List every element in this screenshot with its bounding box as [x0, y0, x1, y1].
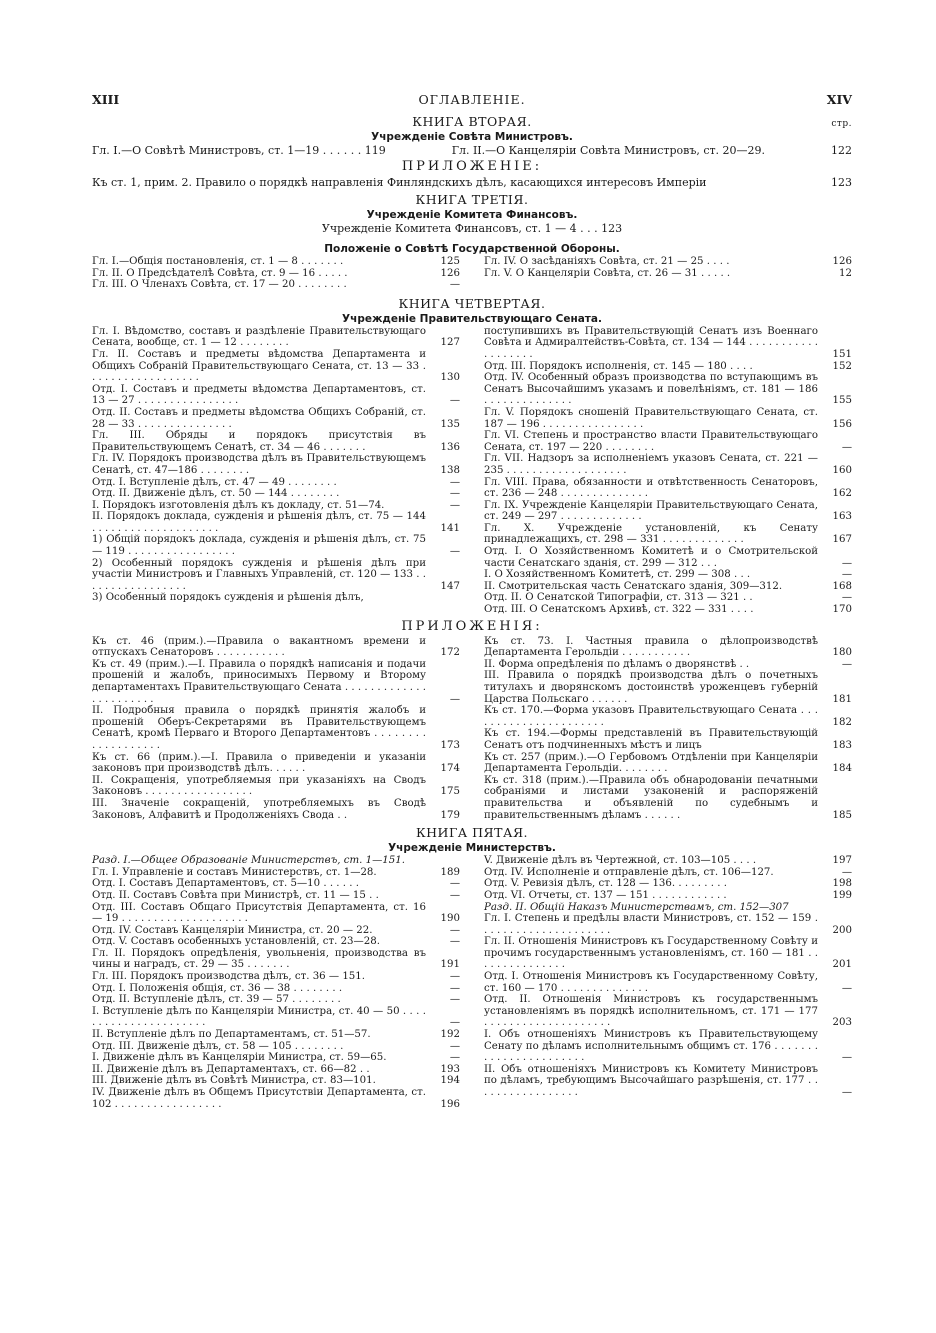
- toc-entry-title: Къ ст. 318 (прим.).—Правила объ обнародованіи печатными собраніями и листами узаконеній и распоряженій правительства и объявленій по судебнымъ и правительственнымъ дѣламъ . . . . . .: [484, 774, 818, 821]
- toc-entry-title: Отд. III. Движеніе дѣлъ, ст. 58 — 105 . . . . . . . .: [92, 1040, 344, 1052]
- toc-entry-page: 199: [832, 889, 852, 901]
- toc-entry: [92, 488, 460, 500]
- appendix-heading: ПРИЛОЖЕНІЯ:: [401, 618, 543, 634]
- toc-entry-title: Гл. III. О Членахъ Совѣта, ст. 17 — 20 . . . . . . . .: [92, 279, 347, 291]
- toc-entry-page: —: [449, 982, 460, 994]
- toc-entry: [484, 523, 852, 546]
- toc-entry-title: Гл. X. Учрежденіе установленій, къ Сенату принадлежащихъ, ст. 298 — 331 . . . . . . . . . . . . .: [484, 522, 818, 546]
- toc-entry-page: —: [449, 878, 460, 890]
- toc-entry-title: Гл. V. О Канцеляріи Совѣта, ст. 26 — 31 . . . . .: [484, 267, 731, 279]
- toc-entry: [92, 326, 460, 349]
- toc-entry-title: II. Вступленіе дѣлъ по Департаментамъ, ст. 51—57.: [92, 1029, 371, 1041]
- toc-entry-title: Отд. II. Отношенія Министровъ къ государственнымъ установленіямъ въ порядкѣ исполнительномъ, ст. 171 — 177 . . . . . . . . . . . . . . . . . . . .: [484, 994, 818, 1029]
- toc-entry-page: —: [449, 693, 460, 705]
- toc-entry-title: Къ ст. 194.—Формы представленій въ Правительствующій Сенатъ отъ подчиненныхъ мѣстъ и лицъ: [484, 728, 818, 751]
- toc-entry: [92, 453, 460, 476]
- page-number-left: XIII: [92, 92, 120, 107]
- toc-entry-page: 196: [440, 1098, 460, 1110]
- toc-entry-page: —: [841, 569, 852, 581]
- toc-entry-page: 170: [832, 604, 852, 616]
- toc-entry-page: 12: [839, 267, 852, 279]
- toc-entry: [484, 670, 852, 705]
- toc-entry: [92, 268, 460, 280]
- toc-entry: [92, 384, 460, 407]
- toc-entry: [92, 636, 460, 659]
- toc-two-column: [92, 326, 852, 616]
- toc-entry-page: 135: [440, 418, 460, 430]
- section-heading: Учрежденіе Министерствъ.: [388, 842, 556, 855]
- toc-entry-title: Отд. I. Составъ Департаментовъ, ст. 5—10 . . . . . .: [92, 878, 359, 890]
- toc-entry-page: 162: [832, 488, 852, 500]
- toc-entry: [484, 592, 852, 604]
- toc-entry-title: Отд. V. Составъ особенныхъ установленій, ст. 23—28.: [92, 936, 380, 948]
- toc-entry-page: 184: [832, 763, 852, 775]
- section-heading: Учрежденіе Комитета Финансовъ.: [366, 209, 578, 221]
- toc-entry-page: 201: [832, 959, 852, 971]
- toc-entry-title: Гл. I.—Общія постановленія, ст. 1 — 8 . . . . . . .: [92, 256, 344, 267]
- toc-entry: [92, 1029, 460, 1041]
- appendix-heading: ПРИЛОЖЕНІЕ:: [401, 159, 543, 174]
- toc-entry-page: 125: [440, 256, 460, 267]
- toc-entry-page: 138: [440, 464, 460, 476]
- toc-entry-page: —: [449, 546, 460, 558]
- toc-entry: [92, 890, 460, 902]
- toc-entry-title: III. Движеніе дѣлъ въ Совѣтѣ Министра, ст. 83—101.: [92, 1075, 376, 1087]
- toc-entry-page: 130: [440, 372, 460, 384]
- toc-entry: [484, 453, 852, 476]
- toc-entry: [484, 728, 852, 751]
- toc-entry-title: III. Правила о порядкѣ производства дѣлъ о почетныхъ титулахъ и дворянскомъ достоинствѣ уроженцевъ губерній Царства Польскаго . . . . . .: [484, 670, 818, 705]
- toc-entry: [92, 971, 460, 983]
- toc-entry: [484, 256, 852, 268]
- toc-entry: [92, 349, 460, 384]
- toc-entry-page: 173: [440, 739, 460, 751]
- toc-entry-title: Гл. VIII. Права, обязанности и отвѣтственность Сенаторовъ, ст. 236 — 248 . . . . . . . . . . . . . .: [484, 476, 818, 500]
- toc-entry-title: Отд. I. Положенія общія, ст. 36 — 38 . . . . . . . .: [92, 982, 343, 994]
- toc-right-column: [484, 326, 852, 616]
- toc-entry-page: 189: [440, 866, 460, 878]
- toc-entry-page: —: [841, 866, 852, 878]
- toc-entry-title: Гл. I. Степень и предѣлы власти Министровъ, ст. 152 — 159 . . . . . . . . . . . . . . . . . . . . .: [484, 913, 818, 936]
- toc-entry-title: Гл. IX. Учрежденіе Канцеляріи Правительствующаго Сената, ст. 249 — 297 . . . . . . . . . . . . .: [484, 499, 818, 523]
- toc-row: [92, 256, 852, 268]
- toc-entry-title: II. Смотрительская часть Сенатскаго зданія, 309—312.: [484, 580, 783, 592]
- toc-entry: [484, 430, 852, 453]
- toc-entry-title: Гл. II. Отношенія Министровъ къ Государственному Совѣту и прочимъ государственнымъ установленіямъ, ст. 160 — 181 . . . . . . . . . . . . . . .: [484, 936, 818, 971]
- toc-entry-page: —: [449, 476, 460, 488]
- toc-entry-page: —: [449, 395, 460, 407]
- toc-entry-page: 172: [440, 647, 460, 659]
- toc-entry-title: Гл. IV. О засѣданіяхъ Совѣта, ст. 21 — 25 . . . .: [484, 256, 730, 267]
- toc-entry: [92, 1006, 460, 1029]
- toc-entry: [92, 798, 460, 821]
- toc-entry-title: Отд. I. Вступленіе дѣлъ, ст. 47 — 49 . . . . . . . .: [92, 476, 337, 488]
- toc-entry-page: 155: [832, 395, 852, 407]
- toc-line: Учрежденіе Комитета Финансовъ, ст. 1 — 4 . . . 123: [321, 222, 623, 235]
- toc-entry-page: —: [841, 557, 852, 569]
- toc-entry: [484, 636, 852, 659]
- toc-entry-title: 3) Особенный порядокъ сужденія и рѣшенія дѣлъ,: [92, 592, 364, 604]
- toc-entry-page: 167: [832, 534, 852, 546]
- toc-entry-title: Отд. II. Составъ Совѣта при Министрѣ, ст. 11 — 15 . .: [92, 889, 379, 901]
- toc-entry: [92, 511, 460, 534]
- toc-entry-title: II. Форма опредѣленія по дѣламъ о дворянствѣ . .: [484, 658, 750, 670]
- toc-entry: [92, 407, 460, 430]
- toc-entry: [484, 867, 852, 879]
- toc-entry-title: Отд. II. Составъ и предметы вѣдомства Общихъ Собраній, ст. 28 — 33 . . . . . . . . . . . . . . .: [92, 406, 426, 430]
- toc-entry-page: 136: [440, 441, 460, 453]
- toc-entry-title: II. Сокращенія, употребляемыя при указаніяхъ на Сводъ Законовъ . . . . . . . . . . . . . . . . .: [92, 774, 426, 798]
- page-title: ОГЛАВЛЕНІЕ.: [418, 92, 526, 107]
- toc-entry: [92, 983, 460, 995]
- toc-entry-page: —: [841, 982, 852, 994]
- toc-entry-page: —: [449, 1052, 460, 1064]
- toc-entry: [484, 1029, 852, 1064]
- toc-entry-page: 160: [832, 464, 852, 476]
- section-heading: Учрежденіе Совѣта Министровъ.: [371, 131, 573, 143]
- toc-entry-page: —: [449, 889, 460, 901]
- toc-entry-page: 192: [440, 1029, 460, 1041]
- page-column-label: стр.: [831, 119, 852, 129]
- toc-entry-title: 1) Общій порядокъ доклада, сужденія и рѣшенія дѣлъ, ст. 75 — 119 . . . . . . . . . . . . . . . . .: [92, 534, 426, 558]
- toc-entry-title: Отд. I. Составъ и предметы вѣдомства Департаментовъ, ст. 13 — 27 . . . . . . . . . . . . . . . .: [92, 383, 426, 407]
- toc-right-column: [484, 855, 852, 1110]
- toc-entry-title: Отд. II. Движеніе дѣлъ, ст. 50 — 144 . . . . . . . .: [92, 488, 340, 500]
- toc-entry-title: Къ ст. 170.—Форма указовъ Правительствующаго Сената . . . . . . . . . . . . . . . . . . . . . .: [484, 705, 818, 728]
- toc-entry: [484, 775, 852, 821]
- toc-entry-page: 127: [440, 337, 460, 349]
- toc-entry-title: V. Движеніе дѣлъ въ Чертежной, ст. 103—105 . . . .: [484, 855, 757, 867]
- toc-entry-title: Гл. I. Управленіе и составъ Министерствъ, ст. 1—28.: [92, 866, 377, 878]
- toc-entry-title: Къ ст. 66 (прим.).—I. Правила о приведеніи и указаніи законовъ при производствѣ дѣлъ. . . . . .: [92, 751, 426, 775]
- toc-entry: [484, 855, 852, 867]
- toc-entry: [484, 705, 852, 728]
- toc-entry: [92, 994, 460, 1006]
- toc-entry-title: Отд. III. О Сенатскомъ Архивѣ, ст. 322 — 331 . . . .: [484, 604, 754, 616]
- toc-entry-title: Къ ст. 73. I. Частныя правила о дѣлопроизводствѣ Департамента Герольдіи . . . . . . . . . . .: [484, 635, 818, 659]
- toc-entry: [484, 902, 852, 914]
- toc-entry: [484, 569, 852, 581]
- toc-entry-title: II. Движеніе дѣлъ въ Департаментахъ, ст. 66—82 . .: [92, 1063, 370, 1075]
- toc-entry-title: II. Порядокъ доклада, сужденія и рѣшенія дѣлъ, ст. 75 — 144 . . . . . . . . . . . . . . . . . . . .: [92, 511, 426, 534]
- toc-entry-title: Отд. III. Порядокъ исполненія, ст. 145 — 180 . . . .: [484, 360, 753, 372]
- toc-entry-page: —: [449, 1017, 460, 1029]
- toc-entry-title: IV. Движеніе дѣлъ въ Общемъ Присутствіи Департамента, ст. 102 . . . . . . . . . . . . . . . . .: [92, 1087, 426, 1110]
- book-title: КНИГА ТРЕТІЯ.: [415, 192, 529, 207]
- toc-entry-page: —: [449, 499, 460, 511]
- toc-entry-title: Разд. I.—Общее Образованіе Министерствъ, ст. 1—151.: [92, 855, 405, 867]
- toc-entry-title: Къ ст. 49 (прим.).—I. Правила о порядкѣ написанія и подачи прошеній и жалобъ, приносимыхъ Первому и Второму департаментахъ Правительствующаго Сената . . . . . . . . . . . . . . . . . . . . . . .: [92, 658, 426, 705]
- toc-entry-page: 197: [832, 855, 852, 867]
- toc-entry-page: 194: [440, 1075, 460, 1087]
- toc-entry-page: 198: [832, 878, 852, 890]
- toc-entry-title: Отд. IV. Особенный образъ производства по вступающимъ въ Сенатъ Высочайшимъ указамъ и повелѣніямъ, ст. 181 — 186 . . . . . . . . . . . . . .: [484, 372, 818, 407]
- toc-entry-title: Отд. V. Ревизія дѣлъ, ст. 128 — 136. . . . . . . . .: [484, 878, 727, 890]
- toc-entry: [484, 890, 852, 902]
- toc-entry: [92, 1087, 460, 1110]
- toc-line: Къ ст. 1, прим. 2. Правило о порядкѣ направленія Финляндскихъ дѣлъ, касающихся интересовъ Имперіи 123: [92, 176, 852, 189]
- toc-entry-page: —: [449, 971, 460, 983]
- book-title: КНИГА ЧЕТВЕРТАЯ.: [398, 295, 546, 311]
- toc-entry-page: 183: [832, 739, 852, 751]
- toc-entry-page: 151: [832, 348, 852, 360]
- toc-entry-page: —: [841, 1052, 852, 1064]
- toc-entry: [92, 430, 460, 453]
- page-number-right: XIV: [826, 92, 852, 107]
- toc-entry: [92, 705, 460, 751]
- toc-entry: [484, 659, 852, 671]
- toc-entry: [92, 925, 460, 937]
- toc-entry-page: 147: [440, 580, 460, 592]
- toc-right-column: [484, 636, 852, 822]
- toc-entry: [484, 913, 852, 936]
- toc-entry-page: 193: [440, 1063, 460, 1075]
- toc-entry: [484, 971, 852, 994]
- toc-entry-title: II. Подробныя правила о порядкѣ принятія жалобъ и прошеній Оберъ-Секретарями въ Правительствующемъ Сенатѣ, кромѣ Перваго и Второго Департаментовъ . . . . . . . . . . . . . . . . . . .: [92, 705, 426, 751]
- toc-entry: [484, 752, 852, 775]
- toc-entry-title: Отд. IV. Исполненіе и отправленіе дѣлъ, ст. 106—127.: [484, 866, 774, 878]
- toc-entry: [484, 994, 852, 1029]
- toc-entry: [92, 752, 460, 775]
- toc-entry-page: —: [449, 924, 460, 936]
- toc-entry: [92, 1075, 460, 1087]
- toc-entry-page: 200: [832, 924, 852, 936]
- toc-entry: [92, 500, 460, 512]
- toc-left-column: [92, 855, 460, 1110]
- toc-entry: [92, 936, 460, 948]
- toc-entry: [92, 867, 460, 879]
- toc-entry-title: Гл. II. Порядокъ опредѣленія, увольненія, производства въ чины и наградъ, ст. 29 — 35 . . . . . . .: [92, 947, 426, 971]
- book-title: КНИГА ВТОРАЯ. стр.: [92, 114, 852, 130]
- toc-entry: [484, 581, 852, 593]
- toc-entry-page: 141: [440, 522, 460, 534]
- toc-entry: [484, 546, 852, 569]
- toc-entry-title: Отд. II. Вступленіе дѣлъ, ст. 39 — 57 . . . . . . . .: [92, 994, 341, 1006]
- toc-entry: [484, 268, 852, 280]
- toc-entry-title: Отд. I. О Хозяйственномъ Комитетѣ и о Смотрительской части Сенатскаго зданія, ст. 299 — 312 . . .: [484, 546, 818, 569]
- toc-entry-title: I. О Хозяйственномъ Комитетѣ, ст. 299 — 308 . . .: [484, 569, 751, 581]
- toc-entry: [92, 1052, 460, 1064]
- toc-entry: [92, 477, 460, 489]
- toc-row: [92, 279, 852, 291]
- toc-entry-page: 182: [832, 716, 852, 728]
- toc-entry-page: 175: [440, 786, 460, 798]
- toc-entry-page: —: [449, 488, 460, 500]
- toc-entry-title: Отд. VI. Отчеты, ст. 137 — 151 . . . . . . . . . . . .: [484, 889, 727, 901]
- toc-entry-page: 190: [440, 913, 460, 925]
- toc-entry: [92, 534, 460, 557]
- toc-two-column: [92, 256, 852, 291]
- toc-page: [92, 92, 852, 1110]
- toc-entry-page: 203: [832, 1017, 852, 1029]
- toc-entry-title: Гл. III. Обряды и порядокъ присутствія въ Правительствующемъ Сенатѣ, ст. 34 — 46 . . . . . . .: [92, 430, 426, 453]
- toc-entry-page: —: [841, 592, 852, 604]
- toc-two-column: [92, 855, 852, 1110]
- toc-entry: [92, 279, 460, 291]
- toc-entry-page: 163: [832, 511, 852, 523]
- page-header: [92, 92, 852, 114]
- toc-entry-title: Гл. II. Составъ и предметы вѣдомства Департамента и Общихъ Собраній Правительствующаго Сената, ст. 13 — 33 . . . . . . . . . . . . . . . . . .: [92, 348, 426, 384]
- toc-entry-page: —: [449, 936, 460, 948]
- toc-entry: [484, 279, 852, 291]
- toc-entry: [484, 500, 852, 523]
- toc-entry-title: I. Порядокъ изготовленія дѣлъ къ докладу, ст. 51—74.: [92, 499, 385, 511]
- toc-entry-title: III. Значеніе сокращеній, употребляемыхъ въ Сводѣ Законовъ, Алфавитѣ и Продолженіяхъ Свода . .: [92, 797, 426, 821]
- section-heading: Учрежденіе Правительствующаго Сената.: [342, 312, 602, 325]
- toc-entry: [484, 361, 852, 373]
- toc-entry-title: Отд. III. Составъ Общаго Присутствія Департамента, ст. 16 — 19 . . . . . . . . . . . . . . . . . . . .: [92, 901, 426, 925]
- toc-entry-title: Къ ст. 257 (прим.).—О Гербовомъ Отдѣленіи при Канцеляріи Департамента Герольдіи. . . . . . . .: [484, 751, 818, 775]
- toc-entry-page: 181: [832, 693, 852, 705]
- toc-entry: [92, 256, 460, 268]
- toc-entry-title: Гл. IV. Порядокъ производства дѣлъ въ Правительствующемъ Сенатѣ, ст. 47—186 . . . . . . . .: [92, 453, 426, 476]
- book-title: КНИГА ПЯТАЯ.: [415, 825, 529, 841]
- toc-entry: [92, 558, 460, 593]
- toc-entry-page: 185: [832, 809, 852, 821]
- toc-entry-page: —: [449, 1040, 460, 1052]
- toc-entry-page: —: [841, 658, 852, 670]
- toc-entry-title: Разд. II. Общій Наказъ Министерствамъ, ст. 152—307: [484, 901, 789, 913]
- toc-entry: [484, 326, 852, 361]
- toc-entry-page: —: [841, 1087, 852, 1098]
- toc-entry: [484, 604, 852, 616]
- toc-entry-title: Гл. VI. Степень и пространство власти Правительствующаго Сената, ст. 197 — 220 . . . . . . . .: [484, 430, 818, 453]
- toc-entry-title: Къ ст. 46 (прим.).—Правила о вакантномъ времени и отпускахъ Сенаторовъ . . . . . . . . . . .: [92, 635, 426, 659]
- toc-entry: [484, 878, 852, 890]
- toc-entry-title: Гл. II. О Предсѣдателѣ Совѣта, ст. 9 — 16 . . . . .: [92, 267, 348, 279]
- toc-entry: [92, 902, 460, 925]
- toc-entry-title: поступившихъ въ Правительствующій Сенатъ изъ Военнаго Совѣта и Адмиралтействъ-Совѣта, ст. 134 — 144 . . . . . . . . . . . . . . . . . . .: [484, 325, 818, 360]
- toc-entry-title: Гл. III. Порядокъ производства дѣлъ, ст. 36 — 151.: [92, 971, 365, 983]
- toc-entry: [92, 948, 460, 971]
- toc-entry-title: II. Объ отношеніяхъ Министровъ къ Комитету Министровъ по дѣламъ, требующимъ Высочайшаго разрѣшенія, ст. 177 . . . . . . . . . . . . . . . . .: [484, 1063, 818, 1098]
- toc-row: [92, 268, 852, 280]
- toc-entry: [484, 407, 852, 430]
- toc-entry-title: 2) Особенный порядокъ сужденія и рѣшенія дѣлъ при участіи Министровъ и Главныхъ Управленій, ст. 120 — 133 . . . . . . . . . . . . . . . . .: [92, 557, 426, 592]
- toc-entry: [92, 1041, 460, 1053]
- toc-entry-title: Отд. I. Отношенія Министровъ къ Государственному Совѣту, ст. 160 — 170 . . . . . . . . . . . . . .: [484, 971, 818, 994]
- toc-entry-page: —: [449, 279, 460, 291]
- toc-entry-page: 174: [440, 763, 460, 775]
- toc-entry-page: —: [841, 441, 852, 453]
- toc-entry-title: Отд. IV. Составъ Канцеляріи Министра, ст. 20 — 22.: [92, 924, 373, 936]
- toc-entry-title: Гл. V. Порядокъ сношеній Правительствующаго Сената, ст. 187 — 196 . . . . . . . . . . . . . . . .: [484, 406, 818, 430]
- toc-entry: [92, 855, 460, 867]
- toc-entry-page: 152: [832, 360, 852, 372]
- toc-entry-page: 126: [440, 267, 460, 279]
- toc-line: Гл. I.—О Совѣтѣ Министровъ, ст. 1—19 . . . . . . 119 Гл. II.—О Канцеляріи Совѣта Министровъ, ст. 20—29. 122: [92, 144, 852, 157]
- toc-entry-title: Гл. VII. Надзоръ за исполненіемъ указовъ Сената, ст. 221 — 235 . . . . . . . . . . . . . . . . . . .: [484, 453, 818, 476]
- toc-entry: [92, 775, 460, 798]
- toc-entry-title: Отд. II. О Сенатской Типографіи, ст. 313 — 321 . .: [484, 592, 753, 604]
- section-heading: Положеніе о Совѣтѣ Государственной Обороны.: [324, 243, 620, 255]
- toc-entry-title: I. Движеніе дѣлъ въ Канцеляріи Министра, ст. 59—65.: [92, 1052, 387, 1064]
- toc-entry: [92, 1064, 460, 1076]
- toc-entry-page: —: [449, 994, 460, 1006]
- toc-entry: [484, 372, 852, 407]
- toc-entry: [92, 878, 460, 890]
- toc-entry: [92, 592, 460, 604]
- toc-left-column: [92, 636, 460, 822]
- toc-entry: [92, 659, 460, 705]
- toc-entry-page: 168: [832, 580, 852, 592]
- toc-entry-page: 156: [832, 418, 852, 430]
- toc-left-column: [92, 326, 460, 616]
- toc-entry-title: Гл. I. Вѣдомство, составъ и раздѣленіе Правительствующаго Сената, вообще, ст. 1 — 12 . . . . . . . .: [92, 325, 426, 349]
- toc-entry-page: 191: [440, 959, 460, 971]
- toc-entry-page: 179: [440, 809, 460, 821]
- toc-entry: [484, 936, 852, 971]
- toc-entry: [484, 1064, 852, 1099]
- toc-entry-title: I. Объ отношеніяхъ Министровъ къ Правительствующему Сенату по дѣламъ исполнительнымъ общимъ ст. 176 . . . . . . . . . . . . . . . . . . . . . . .: [484, 1029, 818, 1064]
- toc-entry-page: 126: [832, 256, 852, 267]
- toc-two-column: [92, 636, 852, 822]
- toc-entry-page: 180: [832, 647, 852, 659]
- toc-entry: [484, 477, 852, 500]
- toc-entry-title: I. Вступленіе дѣлъ по Канцеляріи Министра, ст. 40 — 50 . . . . . . . . . . . . . . . . . . . . . .: [92, 1005, 426, 1029]
